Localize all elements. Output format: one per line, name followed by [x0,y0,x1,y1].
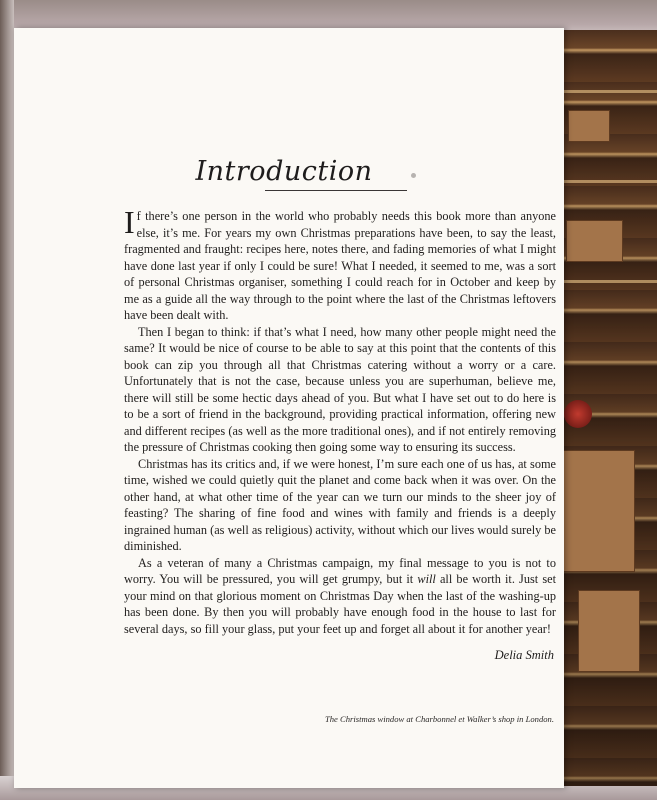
introduction-body [124,204,557,637]
photo-box [568,110,610,142]
photo-ribbon-bow [564,400,592,428]
title-ornament-dot [411,173,416,178]
author-signature: Delia Smith [494,648,554,662]
photo-shelf [558,90,657,93]
paragraph-4-text-start: As a veteran of many a Christmas campaign, my final message to you is not to worry. You will be pressured, you will get grumpy, but it [124,555,556,586]
photo-shelf [558,280,657,283]
paragraph-1-text: f there’s one person in the world who probably needs this book more than anyone else, it’s me. For years my own Christmas preparations have been, to say the least, fragmented and fraught: recipes here, notes there, and fading memories of what I might have done last year if only I could be sure! What I needed, it seemed to me, was a sort of personal Christmas organiser, something I could reach for in October and keep by me as a guide all the way through to the point where the last of the Christmas leftovers have been dealt with. [124,209,556,322]
paragraph-4 [124,555,556,638]
paragraph-4-text-end: all be worth it. Just set your mind on that glorious moment on Christmas Day when the last of the washing-up has been done. By then you will probably have enough food in the house to last for several days, so fill your glass, put your feet up and forget all about it for another year! [124,572,557,636]
scan-background-left [0,0,14,800]
paragraph-1 [124,204,556,324]
book-page [14,28,564,788]
photo-box [578,590,640,672]
photo-shelf [558,180,657,183]
page-title: Introduction [195,156,373,187]
shop-window-photo [558,30,657,786]
drop-cap: I [124,204,135,240]
photo-box [566,220,623,262]
photo-caption: The Christmas window at Charbonnel et Walker’s shop in London. [324,714,554,724]
title-underline [265,190,407,191]
photo-box [563,450,635,572]
paragraph-3: Christmas has its critics and, if we were honest, I’m sure each one of us has, at some time, wished we could quietly quit the planet and come back when it was over. On the other hand, at what other time of the year can we turn our minds to the sheer joy of feasting? The sharing of fine food and wines with family and friends is a deeply ingrained human (as well as religious) activity, without which our lives would surely be diminished. [124,456,556,553]
paragraph-2: Then I began to think: if that’s what I need, how many other people might need the same? It would be nice of course to be able to say at this point that the contents of this book can zip you through all that Christmas catering without a worry or a care. Unfortunately that is not the case, because unless you are superhuman, believe me, there will still be some hectic days ahead of you. But what I have set out to do here is to be a sort of friend in the background, providing practical information, offering new and different recipes (as well as the more traditional ones), and if not entirely removing the pressure of Christmas cooking then going some way to ensuring its success. [124,324,556,454]
paragraph-4-emphasis: will [417,572,436,586]
